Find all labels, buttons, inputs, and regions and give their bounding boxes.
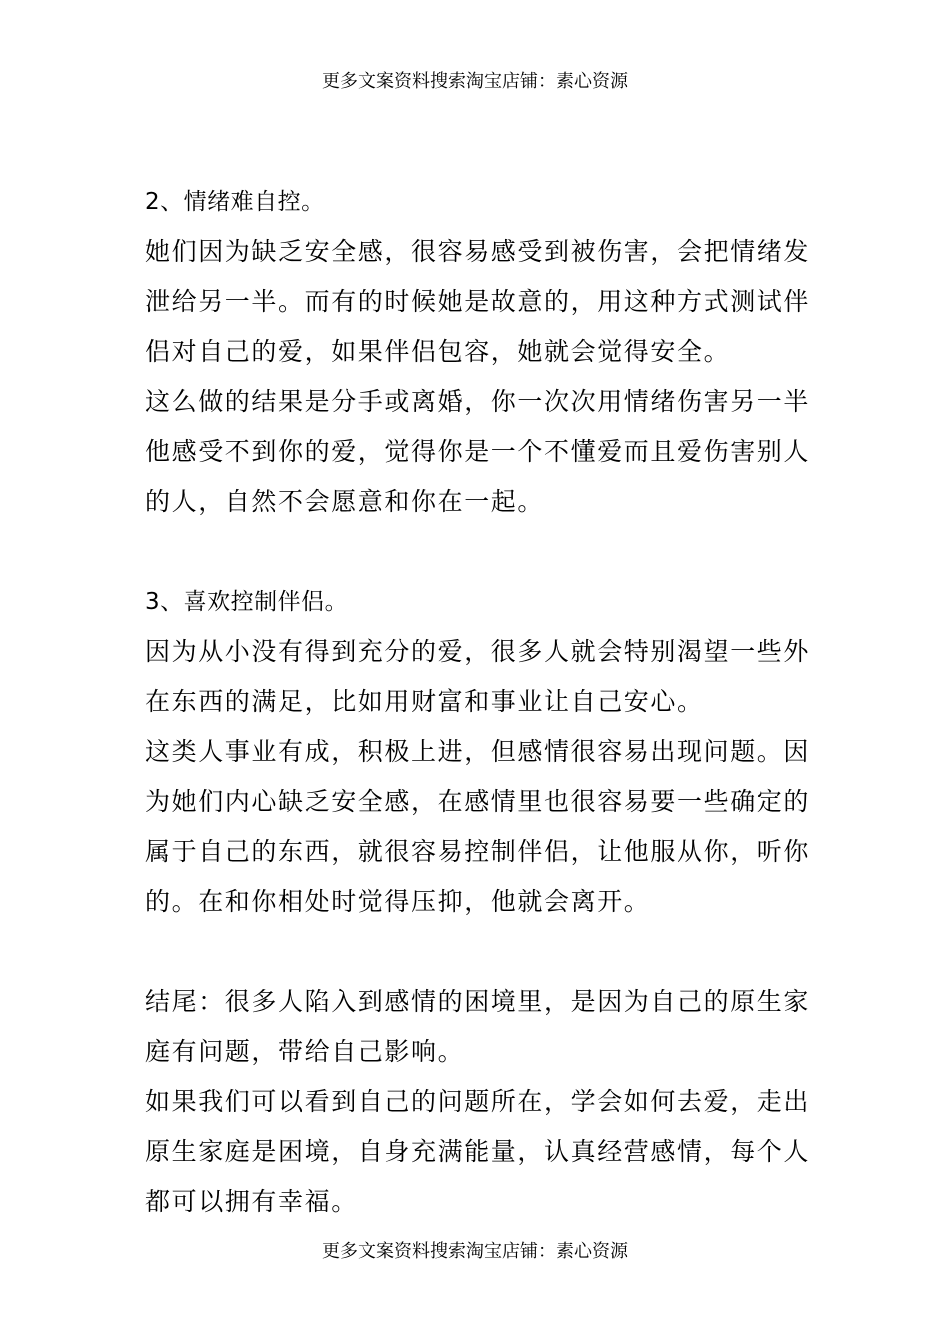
paragraph: 因为从小没有得到充分的爱，很多人就会特别渴望一些外在东西的满足，比如用财富和事业让自己安心。 <box>145 637 811 716</box>
section-heading: 2、情绪难自控。 <box>145 189 325 215</box>
page-footer: 更多文案资料搜索淘宝店铺：素心资源 <box>322 1241 628 1262</box>
paragraph: 结尾：很多人陷入到感情的困境里，是因为自己的原生家庭有问题，带给自己影响。 <box>145 987 811 1066</box>
section-spacer <box>145 927 810 977</box>
section-heading: 3、喜欢控制伴侣。 <box>145 589 349 615</box>
page-header: 更多文案资料搜索淘宝店铺：素心资源 <box>322 71 628 92</box>
section-spacer <box>145 527 810 577</box>
document-body <box>145 177 810 1227</box>
paragraph: 如果我们可以看到自己的问题所在，学会如何去爱，走出原生家庭是困境，自身充满能量，认真经营感情，每个人都可以拥有幸福。 <box>145 1087 811 1216</box>
paragraph: 这么做的结果是分手或离婚，你一次次用情绪伤害另一半他感受不到你的爱，觉得你是一个不懂爱而且爱伤害别人的人，自然不会愿意和你在一起。 <box>145 387 811 516</box>
paragraph: 这类人事业有成，积极上进，但感情很容易出现问题。因为她们内心缺乏安全感，在感情里也很容易要一些确定的属于自己的东西，就很容易控制伴侣，让他服从你，听你的。在和你相处时觉得压抑，他就会离开。 <box>145 737 811 916</box>
paragraph: 她们因为缺乏安全感，很容易感受到被伤害，会把情绪发泄给另一半。而有的时候她是故意的，用这种方式测试伴侣对自己的爱，如果伴侣包容，她就会觉得安全。 <box>145 237 811 366</box>
